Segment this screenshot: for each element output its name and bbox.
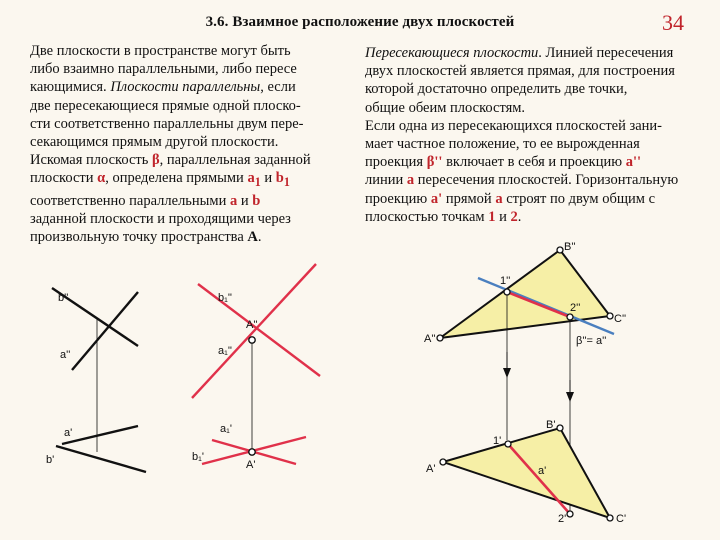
left-line-7: Искомая плоскость β, параллельная заданной	[30, 152, 311, 169]
label-beta-eq: β''= a''	[576, 335, 607, 347]
symbol-alpha: α	[97, 170, 106, 187]
point-C1	[607, 515, 613, 521]
left-line-1: Две плоскости в пространстве могут быть	[30, 43, 291, 59]
label-2-1: 2'	[558, 513, 567, 525]
point-A1-right	[440, 459, 446, 465]
point-B1	[557, 425, 563, 431]
point-B2	[557, 247, 563, 253]
right-line-8: линии a пересечения плоскостей. Горизонтальную	[365, 172, 679, 189]
right-line-9: проекцию a' прямой a строят по двум общим с	[365, 190, 656, 207]
right-line-4: общие обеим плоскостям.	[365, 99, 526, 116]
left-line-3: кающимися. Плоскости параллельны, если	[30, 79, 296, 96]
diagram-parallel-planes	[46, 264, 320, 472]
left-line-6: секающимся прямым другой плоскости.	[30, 134, 279, 151]
right-line-1: Пересекающиеся плоскости. Линией пересечения	[365, 45, 674, 61]
triangle-horizontal	[443, 428, 610, 518]
label-a1: a'	[64, 427, 73, 439]
point-1-2	[504, 289, 510, 295]
left-line-5: сти соответственно параллельны двум пере-	[30, 115, 304, 132]
left-line-11: произвольную точку пространства A.	[30, 228, 262, 245]
arrow-head-1	[503, 368, 511, 378]
point-2-1	[567, 511, 573, 517]
diagram-intersecting-planes	[424, 241, 626, 525]
label-a2: a''	[60, 349, 71, 361]
symbol-beta: β	[151, 152, 160, 169]
label-A2-right: A''	[424, 333, 436, 345]
line-b1-2	[198, 284, 320, 376]
point-1-1	[505, 441, 511, 447]
label-2-2: 2''	[570, 302, 581, 314]
label-b1-1: b₁'	[192, 451, 204, 463]
label-1-1: 1'	[493, 435, 502, 447]
label-a1-2: a₁''	[218, 345, 233, 357]
label-B1: B'	[546, 419, 556, 431]
right-line-7: проекция β'' включает в себя и проекцию a''	[365, 154, 642, 171]
point-A2-right	[437, 335, 443, 341]
point-C2	[607, 313, 613, 319]
right-line-5: Если одна из пересекающихся плоскостей зани-	[365, 117, 662, 134]
label-A2: A''	[246, 319, 258, 331]
label-A1: A'	[246, 459, 256, 471]
arrow-head-2	[566, 392, 574, 402]
right-line-10: плоскостью точкам 1 и 2.	[365, 208, 522, 225]
label-a1-right: a'	[538, 465, 547, 477]
term-intersecting-planes: Пересекающиеся плоскости	[365, 45, 539, 61]
line-a1	[62, 426, 138, 444]
right-line-2: двух плоскостей является прямая, для построения	[365, 63, 675, 80]
left-line-2: либо взаимно параллельными, либо пересе	[30, 61, 297, 78]
label-a1-1: a₁'	[220, 423, 232, 435]
right-line-3: которой достаточно определить две точки,	[365, 81, 628, 98]
term-parallel-planes: Плоскости параллельны	[110, 79, 261, 96]
left-line-10: заданной плоскости и проходящими через	[30, 210, 291, 227]
left-line-4: две пересекающиеся прямые одной плоско-	[30, 97, 301, 114]
line-a2	[72, 292, 138, 370]
label-b1: b'	[46, 454, 55, 466]
label-b1-2: b₁''	[218, 292, 233, 304]
label-b2: b''	[58, 292, 69, 304]
right-line-6: мает частное положение, то ее вырожденная	[365, 136, 640, 153]
label-C1: C'	[616, 513, 627, 525]
left-line-8: плоскости α, определена прямыми $a_1$ и $b_1$	[30, 170, 290, 190]
point-A2	[249, 337, 255, 343]
point-2-2	[567, 314, 573, 320]
page-title: 3.6. Взаимное расположение двух плоскостей	[205, 14, 515, 30]
line-b1	[56, 446, 146, 472]
triangle-frontal	[440, 250, 610, 338]
point-A1	[249, 449, 255, 455]
label-C2: C''	[614, 313, 627, 325]
left-line-9: соответственно параллельными a и b	[30, 192, 261, 209]
line-a1-2	[192, 264, 316, 398]
label-A1-right: A'	[426, 463, 436, 475]
label-B2: B''	[564, 241, 576, 253]
page-number: 34	[662, 10, 684, 35]
label-1-2: 1''	[500, 275, 511, 287]
